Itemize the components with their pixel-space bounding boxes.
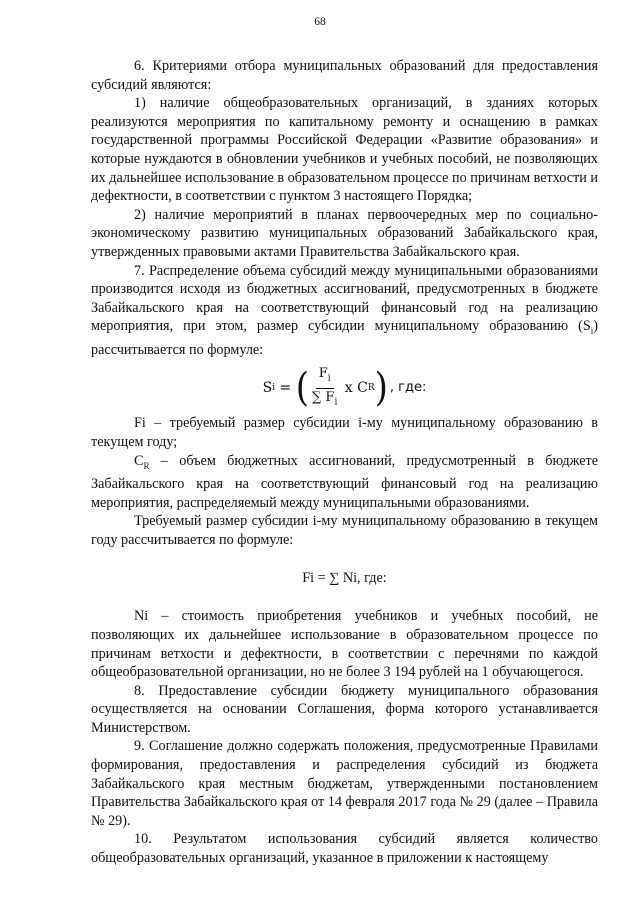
subsidy-formula: [91, 364, 598, 412]
paragraph-7-text: 7. Распределение объема субсидий между муниципальными образованиями производится исходя из бюджетных ассигнований, предусмотренных в бюджете Забайкальского края на соответствующий финансовый год на реализацию мероприятия, при этом, размер субсидии муниципальному образованию (S: [91, 262, 598, 335]
formula-tail: , где:: [389, 380, 427, 396]
fi-calc-intro: Требуемый размер субсидии i-му муниципальному образованию в текущем году рассчитывается по формуле:: [91, 513, 598, 548]
formula-multiplier: x C: [340, 380, 368, 397]
ni-definition: Ni – стоимость приобретения учебников и учебных пособий, не позволяющих их дальнейшее использование в образовательном процессе по причинам ветхости и дефектности, в соответствии с перечнями по каждой общеобразовательной организации, но не более 3 194 рублей на 1 обучающегося.: [91, 608, 598, 681]
formula-equals: =: [275, 380, 296, 397]
page-number: 68: [314, 16, 326, 28]
formula-lhs: S: [262, 380, 273, 397]
paragraph-9: 9. Соглашение должно содержать положения, предусмотренные Правилами формирования, предоставления и распределения субсидий из бюджета Забайкальского края местным бюджетам, утвержденными постановлением Правительства Забайкальского края от 14 февраля 2017 года № 29 (далее – Правила № 29).: [91, 738, 598, 829]
fi-definition: Fi – требуемый размер субсидии i-му муниципальному образованию в текущем году;: [91, 415, 598, 450]
formula-multiplier-sub: R: [367, 383, 375, 394]
paragraph-10: 10. Результатом использования субсидий является количество общеобразовательных организаций, указанное в приложении к настоящему: [91, 831, 598, 867]
formula-right-paren: ): [374, 365, 388, 412]
formula-fraction: [312, 366, 337, 410]
formula-denominator: [312, 389, 337, 411]
paragraph-7: [91, 262, 598, 360]
denominator-symbol: ∑ F: [312, 389, 335, 405]
document-body: [91, 57, 598, 868]
cr-text: – объем бюджетных ассигнований, предусмотренный в бюджете Забайкальского края на соответствующий финансовый год на реализацию мероприятия, распределяемый между муниципальными образованиями.: [91, 452, 598, 511]
formula-left-paren: (: [295, 365, 310, 412]
paragraph-6-item-2: 2) наличие мероприятий в планах первоочередных мер по социально-экономическому развитию муниципальных образований Забайкальского края, утвержденных правовыми актами Правительства Забайкальского края.: [91, 206, 598, 260]
paragraph-7-subscript: i: [590, 326, 594, 337]
paragraph-8: 8. Предоставление субсидии бюджету муниципального образования осуществляется на основании Соглашения, форма которого устанавливается Министерством.: [91, 682, 598, 736]
cr-subscript: R: [143, 460, 150, 471]
paragraph-7-end: ) рассчитывается по формуле:: [91, 318, 598, 358]
fi-formula: Fi = ∑ Ni, где:: [302, 570, 387, 587]
denominator-sub: i: [334, 397, 338, 408]
cr-definition: [91, 452, 598, 513]
cr-symbol: C: [134, 452, 144, 469]
paragraph-6: 6. Критериями отбора муниципальных образований для предоставления субсидий являются:: [91, 58, 598, 93]
formula-lhs-sub: i: [272, 383, 276, 394]
formula-numerator: [316, 366, 334, 389]
numerator-sub: i: [327, 373, 331, 384]
paragraph-6-item-1: 1) наличие общеобразовательных организаций, в зданиях которых реализуются мероприятия по капитальному ремонту и оснащению в рамках государственной программы Российской Федерации «Развитие образования» и которые нуждаются в обновлении учебников и учебных пособий, не позволяющих их дальнейшее использование в образовательном процессе по причинам ветхости и дефектности, в соответствии с пунктом 3 настоящего Порядка;: [91, 95, 598, 205]
numerator-symbol: F: [318, 366, 328, 382]
